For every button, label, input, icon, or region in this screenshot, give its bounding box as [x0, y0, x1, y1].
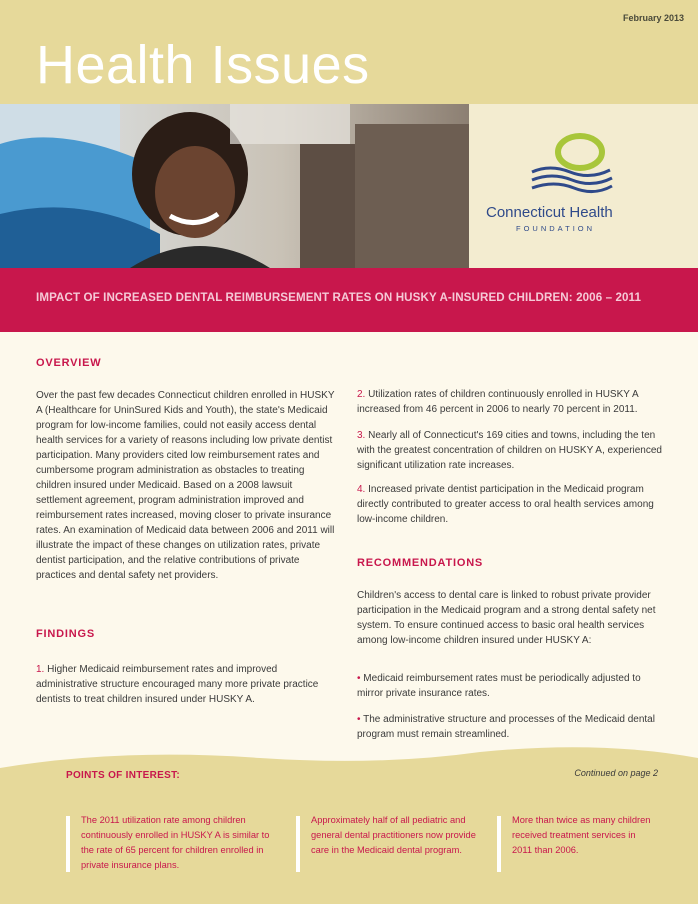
logo-name: Connecticut Health [486, 204, 613, 221]
finding-item [36, 662, 336, 707]
point-of-interest-item: Approximately half of all pediatric and general dental practitioners now provide care in the Medicaid dental program. [311, 815, 476, 855]
poi-divider [66, 816, 70, 872]
continued-note: Continued on page 2 [574, 768, 658, 778]
report-title: IMPACT OF INCREASED DENTAL REIMBURSEMENT RATES ON HUSKY A-INSURED CHILDREN: 2006 – 2011 [36, 291, 641, 304]
hero-photo [0, 104, 469, 268]
finding-text: Nearly all of Connecticut's 169 cities and towns, including the ten with the greatest concentration of children on HUSKY A, experienced significant utilization rate increases. [357, 430, 662, 471]
foundation-logo-icon [530, 130, 614, 200]
finding-number: 4. [357, 484, 366, 495]
poi-divider [497, 816, 501, 872]
findings-heading: FINDINGS [36, 628, 95, 640]
recommendations-heading: RECOMMENDATIONS [357, 557, 484, 569]
finding-item [357, 387, 663, 417]
bullet-icon: • [357, 673, 361, 684]
overview-heading: OVERVIEW [36, 357, 102, 369]
finding-number: 2. [357, 389, 366, 400]
logo-subtitle: FOUNDATION [516, 224, 596, 233]
finding-text: Higher Medicaid reimbursement rates and improved administrative structure encouraged many more private practice dentists to treat children insured under HUSKY A. [36, 664, 319, 705]
recommendations-text: Children's access to dental care is linked to robust private provider participation in the Medicaid program and a strong dental safety net system. To ensure continued access to basic oral health services among low-income children insured under HUSKY A: [357, 590, 656, 646]
finding-text: Increased private dentist participation in the Medicaid program directly contributed to greater access to oral health services among low-income children. [357, 484, 654, 525]
point-of-interest-item: More than twice as many children received treatment services in 2011 than 2006. [512, 815, 651, 855]
point-of-interest-item: The 2011 utilization rate among children continuously enrolled in HUSKY A is similar to the rate of 65 percent for children enrolled in private insurance plans. [81, 815, 270, 870]
recommendation-bullet [357, 712, 663, 742]
page-title: Health Issues [36, 35, 370, 95]
finding-number: 3. [357, 430, 366, 441]
bullet-text: Medicaid reimbursement rates must be periodically adjusted to mirror private insurance rates. [357, 673, 641, 699]
bullet-icon: • [357, 714, 361, 725]
overview-text: Over the past few decades Connecticut children enrolled in HUSKY A (Healthcare for UninSured Kids and Youth), the state's Medicaid program for low-income families, could not easily access dental health services for a variety of reasons including low private dentist participation. Many providers cited low reimbursement rates and cumbersome program administration as obstacles to treating children insured under Medicaid. Based on a 2008 lawsuit settlement agreement, program administration improved and reimbursement rates increased, moving closer to private insurance rates. An examination of Medicaid data between 2006 and 2011 will illustrate the impact of these changes on utilization rates, private dentist participation, and the relative contributions of private practices and dental safety net providers. [36, 390, 335, 581]
points-of-interest-heading: POINTS OF INTEREST: [66, 770, 181, 781]
bullet-text: The administrative structure and processes of the Medicaid dental program must remain streamlined. [357, 714, 655, 740]
publication-date: February 2013 [622, 13, 684, 23]
finding-item [357, 428, 663, 473]
dental-photo-illustration [0, 104, 469, 268]
finding-item [357, 482, 663, 527]
finding-text: Utilization rates of children continuously enrolled in HUSKY A increased from 46 percent in 2006 to nearly 70 percent in 2011. [357, 389, 639, 415]
finding-number: 1. [36, 664, 45, 675]
poi-divider [296, 816, 300, 872]
recommendation-bullet [357, 671, 663, 701]
